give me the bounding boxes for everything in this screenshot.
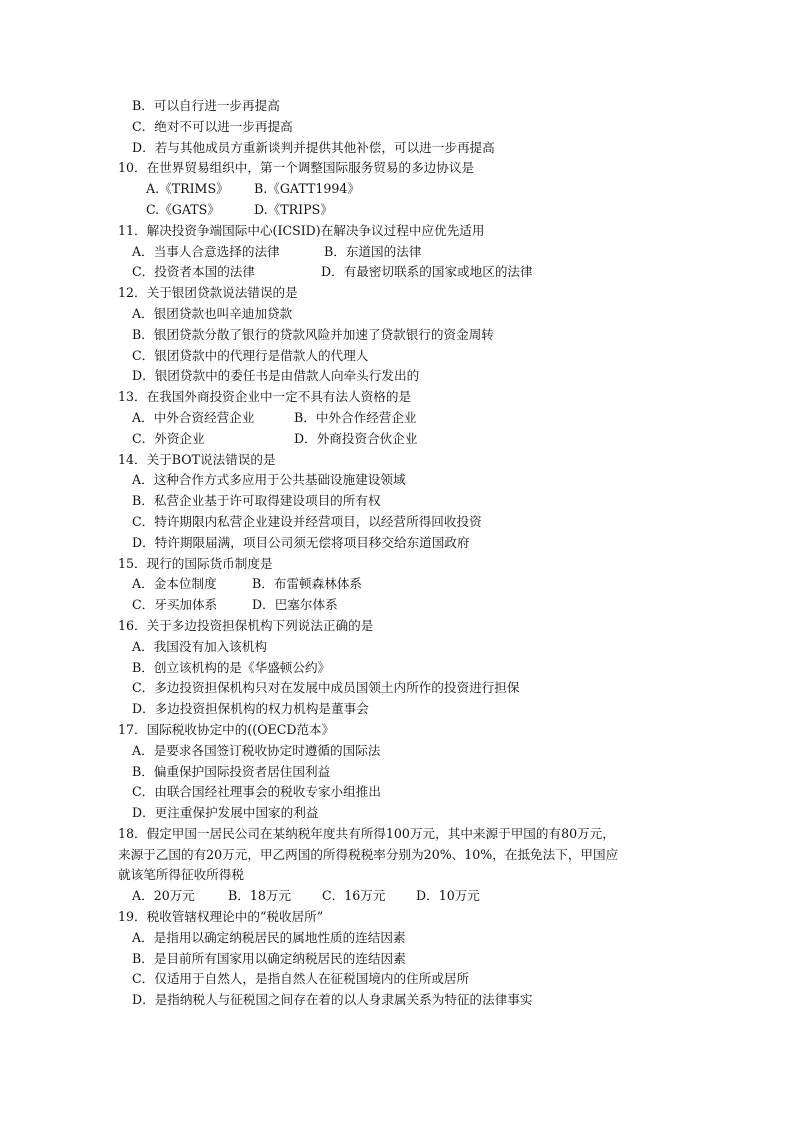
q12-option-a: A．银团贷款也叫辛迪加贷款 bbox=[132, 305, 293, 321]
q13-option-c: C．外资企业 bbox=[132, 430, 205, 446]
q15-option-d: D．巴塞尔体系 bbox=[252, 597, 338, 613]
q12-option-b: B．银团贷款分散了银行的贷款风险并加速了贷款银行的资金周转 bbox=[132, 326, 494, 342]
q17-option-d: D．更注重保护发展中国家的利益 bbox=[132, 805, 319, 821]
q10-option-a: A.《TRIMS》 bbox=[146, 181, 229, 197]
q17-option-b: B．偏重保护国际投资者居住国利益 bbox=[132, 763, 331, 779]
q11-option-d: D．有最密切联系的国家或地区的法律 bbox=[321, 264, 533, 280]
q12-option-c: C．银团贷款中的代理行是借款人的代理人 bbox=[132, 347, 369, 363]
q10-option-b: B.《GATT1994》 bbox=[254, 181, 360, 197]
q15-options-row2 bbox=[118, 595, 678, 616]
q12-option-d: D．银团贷款中的委任书是由借款人向牵头行发出的 bbox=[132, 368, 420, 384]
q13-option-a: A．中外合资经营企业 bbox=[132, 409, 255, 425]
q17-stem: 17．国际税收协定中的((OECD范本》 bbox=[118, 721, 335, 737]
q11-option-a: A．当事人合意选择的法律 bbox=[132, 243, 280, 259]
q9-option-c: C．绝对不可以进一步再提高 bbox=[132, 118, 293, 134]
q10-stem: 10．在世界贸易组织中，第一个调整国际服务贸易的多边协议是 bbox=[118, 160, 475, 176]
q13-options-row2 bbox=[118, 429, 678, 450]
q18-option-a: A．20万元 bbox=[132, 888, 195, 904]
q10-option-c: C.《GATS》 bbox=[146, 201, 220, 217]
q19-option-a: A．是指用以确定纳税居民的属地性质的连结因素 bbox=[132, 929, 406, 945]
q17-option-c: C．由联合国经社理事会的税收专家小组推出 bbox=[132, 784, 381, 800]
q16-option-d: D．多边投资担保机构的权力机构是董事会 bbox=[132, 701, 369, 717]
q14-stem: 14．关于BOT说法错误的是 bbox=[118, 451, 276, 467]
q16-option-b: B．创立该机构的是《华盛顿公约》 bbox=[132, 659, 331, 675]
q16-stem: 16．关于多边投资担保机构下列说法正确的是 bbox=[118, 617, 374, 633]
q12-stem: 12．关于银团贷款说法错误的是 bbox=[118, 285, 298, 301]
document-page bbox=[118, 96, 678, 1011]
q14-option-c: C．特许期限内私营企业建设并经营项目，以经营所得回收投资 bbox=[132, 513, 482, 529]
q13-option-b: B．中外合作经营企业 bbox=[294, 409, 417, 425]
q11-option-b: B．东道国的法律 bbox=[324, 243, 422, 259]
q16-option-c: C．多边投资担保机构只对在发展中成员国领土内所作的投资进行担保 bbox=[132, 680, 520, 696]
q11-options-row2 bbox=[118, 262, 678, 283]
q19-option-b: B．是目前所有国家用以确定纳税居民的连结因素 bbox=[132, 950, 406, 966]
q18-option-d: D．10万元 bbox=[416, 888, 480, 904]
q18-options-row bbox=[118, 886, 678, 907]
q13-options-row1 bbox=[118, 408, 678, 429]
q9-option-d: D．若与其他成员方重新谈判并提供其他补偿，可以进一步再提高 bbox=[132, 139, 495, 155]
q18-stem-line1: 18．假定甲国一居民公司在某纳税年度共有所得100万元，其中来源于甲国的有80万元， bbox=[118, 825, 615, 841]
q15-option-b: B．布雷顿森林体系 bbox=[252, 576, 363, 592]
q14-option-a: A．这种合作方式多应用于公共基础设施建设领域 bbox=[132, 472, 406, 488]
q9-option-b: B．可以自行进一步再提高 bbox=[132, 98, 280, 113]
q13-option-d: D．外商投资合伙企业 bbox=[294, 430, 418, 446]
q19-option-d: D．是指纳税人与征税国之间存在着的以人身隶属关系为特征的法律事实 bbox=[132, 992, 533, 1008]
q18-option-c: C．16万元 bbox=[322, 888, 386, 904]
q14-option-d: D．特许期限届满，项目公司须无偿将项目移交给东道国政府 bbox=[132, 534, 470, 550]
q11-stem: 11．解决投资争端国际中心(ICSID)在解决争议过程中应优先适用 bbox=[118, 222, 485, 238]
q14-option-b: B．私营企业基于许可取得建设项目的所有权 bbox=[132, 493, 381, 509]
q10-options-row2 bbox=[118, 200, 678, 221]
q17-option-a: A．是要求各国签订税收协定时遵循的国际法 bbox=[132, 742, 381, 758]
q18-stem-line3: 就该笔所得征收所得税 bbox=[118, 867, 244, 883]
q15-options-row1 bbox=[118, 574, 678, 595]
q19-stem: 19．税收管辖权理论中的“税收居所” bbox=[118, 909, 324, 925]
q15-stem: 15．现行的国际货币制度是 bbox=[118, 555, 273, 571]
q13-stem: 13．在我国外商投资企业中一定不具有法人资格的是 bbox=[118, 389, 412, 405]
q18-stem-line2: 来源于乙国的有20万元，甲乙两国的所得税税率分别为20%、10%，在抵免法下，甲国应 bbox=[118, 846, 619, 862]
q18-option-b: B．18万元 bbox=[228, 888, 292, 904]
q11-options-row1 bbox=[118, 242, 678, 263]
q10-option-d: D.《TRIPS》 bbox=[254, 201, 333, 217]
q15-option-c: C．牙买加体系 bbox=[132, 597, 218, 613]
q16-option-a: A．我国没有加入该机构 bbox=[132, 638, 268, 654]
q10-options-row1 bbox=[118, 179, 678, 200]
q11-option-c: C．投资者本国的法律 bbox=[132, 264, 255, 280]
q15-option-a: A．金本位制度 bbox=[132, 576, 217, 592]
q19-option-c: C．仅适用于自然人，是指自然人在征税国境内的住所或居所 bbox=[132, 971, 470, 987]
